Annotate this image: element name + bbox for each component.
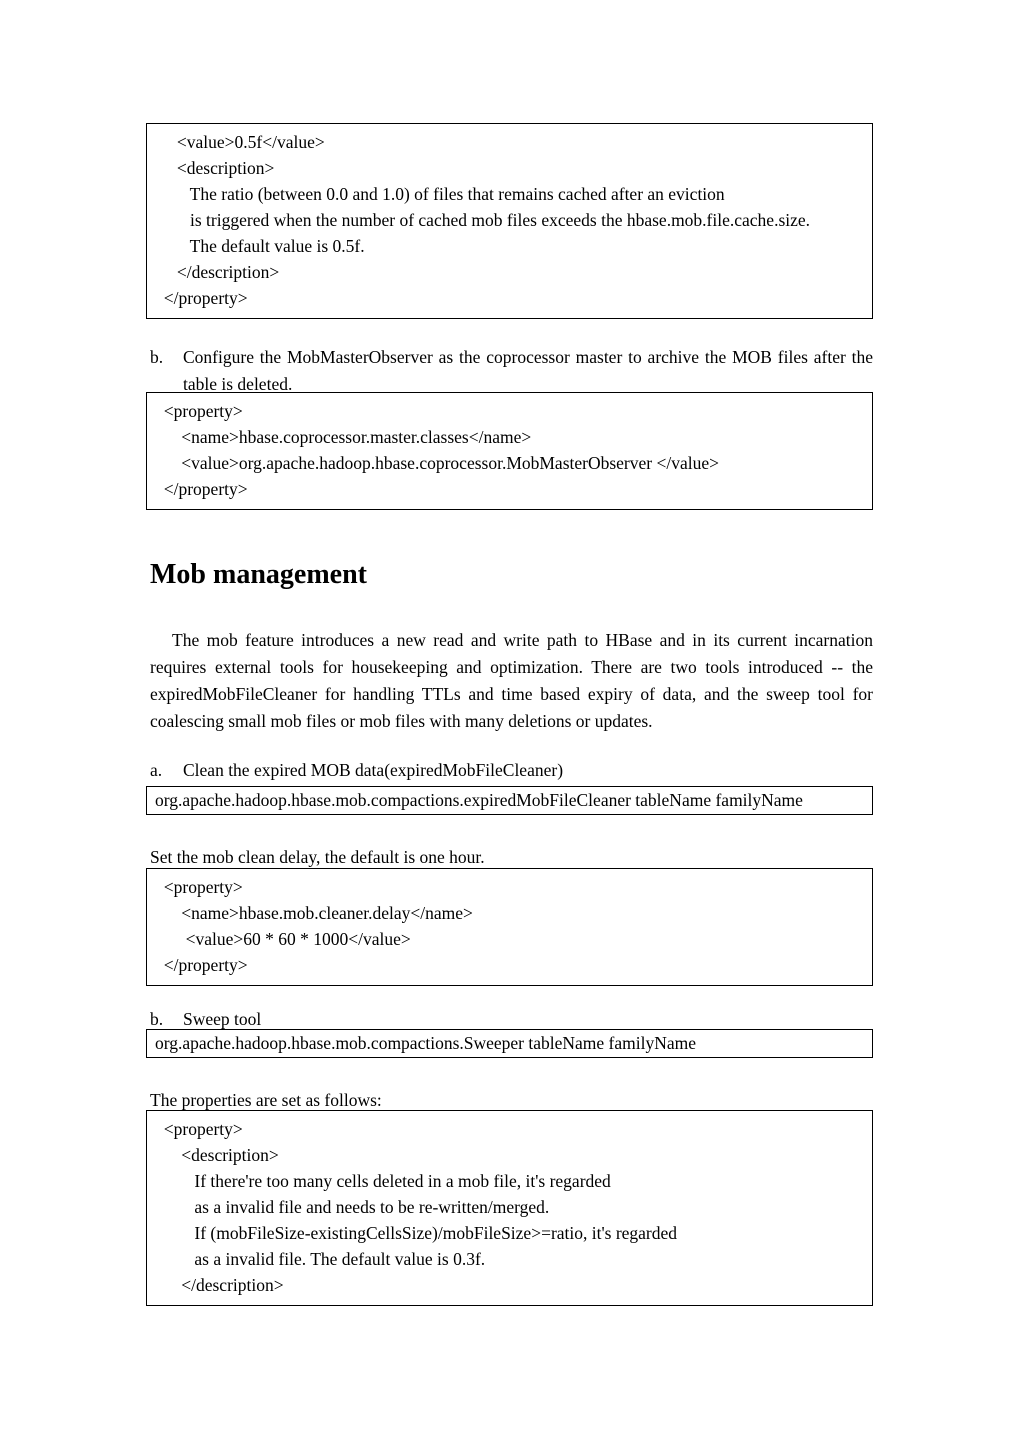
code-block-coprocessor (146, 392, 873, 510)
code-line: <property> (155, 401, 243, 421)
code-block-cache-ratio (146, 123, 873, 319)
list-item-text: Clean the expired MOB data(expiredMobFileCleaner) (183, 760, 564, 780)
section-heading: Mob management (150, 559, 367, 590)
command-box-cleaner: org.apache.hadoop.hbase.mob.compactions.expiredMobFileCleaner tableName familyName (146, 786, 873, 815)
code-line: <value>0.5f</value> (155, 132, 325, 152)
list-item-text: Sweep tool (183, 1009, 262, 1029)
list-item-marker: b. (150, 1009, 164, 1029)
code-line: </description> (155, 262, 280, 282)
code-block-sweeper-ratio (146, 1110, 873, 1306)
code-line: If (mobFileSize-existingCellsSize)/mobFileSize>=ratio, it's regarded (155, 1223, 678, 1243)
intro-paragraph: The mob feature introduces a new read and write path to HBase and in its current incarnation requires external tools for housekeeping and optimization. There are two tools introduced -- the expiredMobFileCleaner for handling TTLs and time based expiry of data, and the sweep tool for coalescing small mob files or mob files with many deletions or updates. (150, 630, 873, 731)
command-box-sweeper: org.apache.hadoop.hbase.mob.compactions.Sweeper tableName familyName (146, 1029, 873, 1058)
code-line: The default value is 0.5f. (155, 236, 365, 256)
code-line: </property> (155, 288, 248, 308)
list-item-marker: b. (150, 347, 164, 367)
list-item-configure-observer (146, 344, 873, 398)
code-block-cleaner-delay (146, 868, 873, 986)
code-line: <property> (155, 1119, 243, 1139)
note-clean-delay: Set the mob clean delay, the default is one hour. (150, 847, 485, 867)
note-properties: The properties are set as follows: (150, 1090, 382, 1110)
code-line: </property> (155, 479, 248, 499)
code-line: The ratio (between 0.0 and 1.0) of files that remains cached after an eviction (155, 184, 725, 204)
code-line: </description> (155, 1275, 284, 1295)
code-line: <property> (155, 877, 243, 897)
code-line: If there're too many cells deleted in a mob file, it's regarded (155, 1171, 611, 1191)
code-line: <name>hbase.coprocessor.master.classes</name> (155, 427, 532, 447)
code-line: as a invalid file and needs to be re-written/merged. (155, 1197, 550, 1217)
code-line: <value>60 * 60 * 1000</value> (155, 929, 411, 949)
code-line: <name>hbase.mob.cleaner.delay</name> (155, 903, 473, 923)
code-line: <description> (155, 158, 275, 178)
code-line: as a invalid file. The default value is 0.3f. (155, 1249, 486, 1269)
list-item-marker: a. (150, 760, 163, 780)
list-item-text: Configure the MobMasterObserver as the coprocessor master to archive the MOB files after the table is deleted. (183, 347, 873, 394)
code-line: </property> (155, 955, 248, 975)
code-line: is triggered when the number of cached mob files exceeds the hbase.mob.file.cache.size. (155, 210, 811, 230)
list-item-clean-expired (146, 757, 873, 784)
code-line: <value>org.apache.hadoop.hbase.coprocessor.MobMasterObserver </value> (155, 453, 719, 473)
code-line: <description> (155, 1145, 279, 1165)
